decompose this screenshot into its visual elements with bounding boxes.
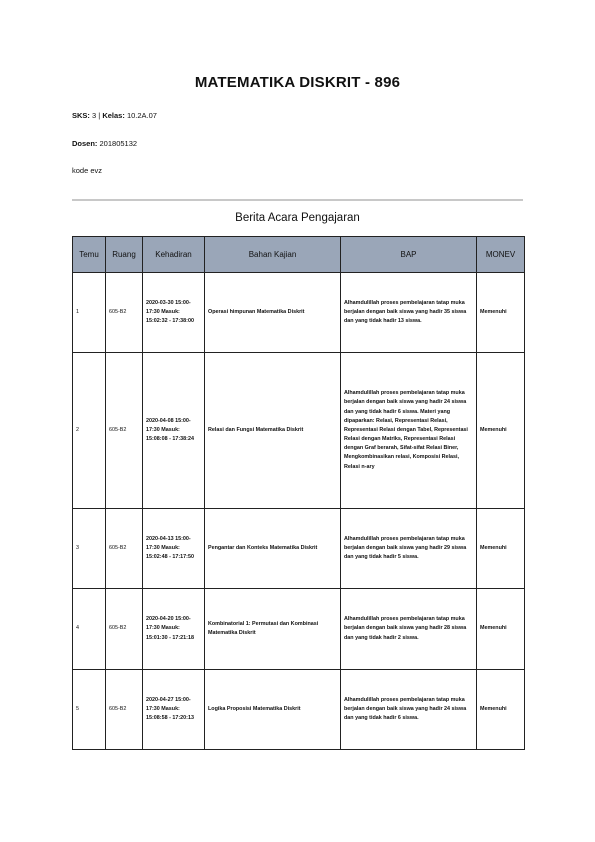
header-kehadiran: Kehadiran [143,237,205,273]
cell-kehadiran: 2020-03-30 15:00-17:30 Masuk: 15:02:32 - 17:38:00 [143,273,205,353]
cell-bap: Alhamdulillah proses pembelajaran tatap muka berjalan dengan baik siswa yang hadir 35 siswa dan yang tidak hadir 13 siswa. [341,273,477,353]
cell-temu: 2 [73,353,106,509]
table-row [73,353,525,509]
cell-temu: 3 [73,509,106,589]
header-bap: BAP [341,237,477,273]
cell-bahan-kajian: Pengantar dan Konteks Matematika Diskrit [205,509,341,589]
cell-ruang: 605-B2 [106,589,143,670]
cell-monev: Memenuhi [477,353,525,509]
dosen-label: Dosen: [72,139,98,148]
course-info-line [72,111,157,120]
cell-ruang: 605-B2 [106,509,143,589]
kode-text: kode evz [72,166,103,175]
divider [72,199,523,201]
cell-temu: 4 [73,589,106,670]
cell-bahan-kajian: Kombinatorial 1: Permutasi dan Kombinasi Matematika Diskrit [205,589,341,670]
cell-kehadiran: 2020-04-08 15:00-17:30 Masuk: 15:08:08 - 17:38:24 [143,353,205,509]
section-title: Berita Acara Pengajaran [235,212,360,224]
cell-bahan-kajian: Relasi dan Fungsi Matematika Diskrit [205,353,341,509]
header-temu: Temu [73,237,106,273]
cell-temu: 5 [73,670,106,750]
bap-table [72,236,525,750]
cell-bap: Alhamdulillah proses pembelajaran tatap muka berjalan dengan baik siswa yang hadir 24 siswa dan yang tidak hadir 6 siswa. [341,670,477,750]
cell-kehadiran: 2020-04-27 15:00-17:30 Masuk: 15:08:58 - 17:20:13 [143,670,205,750]
cell-ruang: 605-B2 [106,353,143,509]
dosen-line [72,139,137,148]
sks-label: SKS: [72,111,90,120]
cell-monev: Memenuhi [477,509,525,589]
header-ruang: Ruang [106,237,143,273]
header-bahan-kajian: Bahan Kajian [205,237,341,273]
dosen-value: 201805132 [99,139,138,148]
kelas-label: Kelas: [102,111,125,120]
table-row [73,670,525,750]
cell-ruang: 605-B2 [106,273,143,353]
separator: | [98,111,101,120]
sks-value: 3 [92,111,97,120]
cell-monev: Memenuhi [477,589,525,670]
table-header-row [73,237,525,273]
cell-temu: 1 [73,273,106,353]
table-row [73,509,525,589]
cell-bahan-kajian: Logika Proposisi Matematika Diskrit [205,670,341,750]
cell-bap: Alhamdulillah proses pembelajaran tatap muka berjalan dengan baik siswa yang hadir 28 siswa dan yang tidak hadir 2 siswa. [341,589,477,670]
page-title: MATEMATIKA DISKRIT - 896 [194,74,401,91]
cell-kehadiran: 2020-04-20 15:00-17:30 Masuk: 15:01:30 - 17:21:18 [143,589,205,670]
cell-ruang: 605-B2 [106,670,143,750]
cell-monev: Memenuhi [477,273,525,353]
header-monev: MONEV [477,237,525,273]
table-row [73,273,525,353]
kelas-value: 10.2A.07 [126,111,157,120]
cell-kehadiran: 2020-04-13 15:00-17:30 Masuk: 15:02:48 - 17:17:50 [143,509,205,589]
cell-bap: Alhamdulillah proses pembelajaran tatap muka berjalan dengan baik siswa yang hadir 24 siswa dan yang tidak hadir 6 siswa. Materi yang dipaparkan: Relasi, Representasi Relasi, Representasi Relasi dengan Tabel, Representasi Relasi dengan Matriks, Representasi Relasi dengan Graf berarah, Sifat-sifat Relasi Biner, Mengkombinasikan relasi, Komposisi Relasi, Relasi n-ary [341,353,477,509]
cell-bap: Alhamdulillah proses pembelajaran tatap muka berjalan dengan baik siswa yang hadir 29 siswa dan yang tidak hadir 5 siswa. [341,509,477,589]
cell-bahan-kajian: Operasi himpunan Matematika Diskrit [205,273,341,353]
cell-monev: Memenuhi [477,670,525,750]
table-row [73,589,525,670]
